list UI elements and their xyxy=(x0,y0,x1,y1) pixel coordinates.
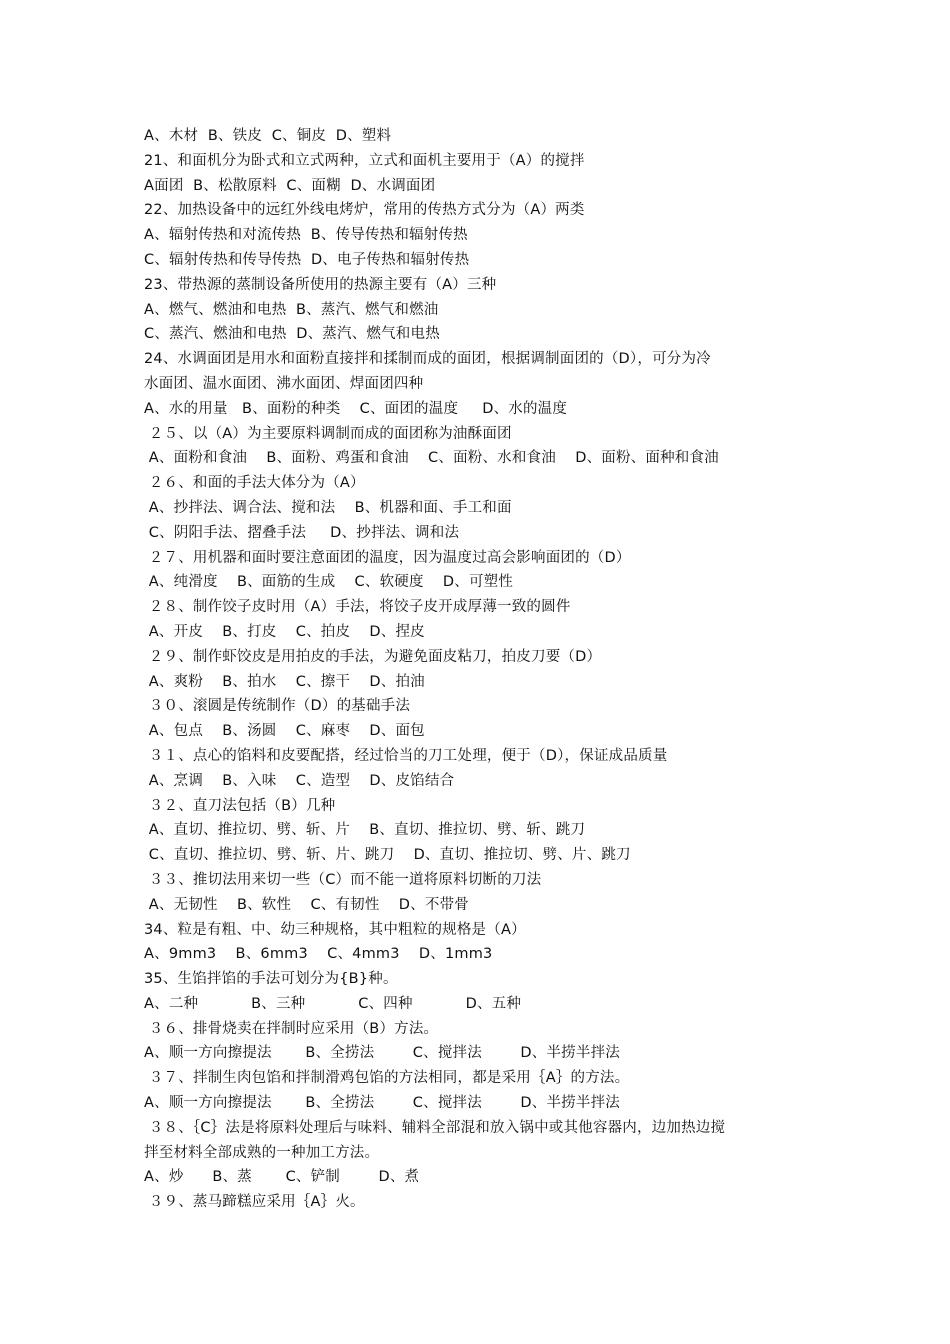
options-37: A、顺一方向擦提法 B、全捞法 C、搅拌法 D、半捞半拌法 xyxy=(144,1095,620,1112)
question-25: ２５、以（A）为主要原料调制而成的面团称为油酥面团 xyxy=(144,425,512,442)
options-23-ab: A、燃气、燃油和电热 B、蒸汽、燃气和燃油 xyxy=(144,301,439,318)
question-27: ２７、用机器和面时要注意面团的温度，因为温度过高会影响面团的（D） xyxy=(144,549,631,566)
question-34: 34、粒是有粗、中、幼三种规格，其中粗粒的规格是（A） xyxy=(144,921,526,938)
question-37: ３７、拌制生肉包馅和拌制滑鸡包馅的方法相同，都是采用｛A｝的方法。 xyxy=(144,1070,630,1087)
options-32-ab: A、直切、推拉切、劈、斩、片 B、直切、推拉切、劈、斩、跳刀 xyxy=(144,822,586,839)
options-21: A面团 B、松散原料 C、面糊 D、水调面团 xyxy=(144,177,436,194)
options-28: A、开皮 B、打皮 C、拍皮 D、捏皮 xyxy=(144,623,425,640)
question-26: ２６、和面的手法大体分为（A） xyxy=(144,475,365,492)
question-30: ３０、滚圆是传统制作（D）的基础手法 xyxy=(144,698,411,715)
text-line: A、木材 B、铁皮 C、铜皮 D、塑料 xyxy=(144,128,392,144)
options-26-cd: C、阴阳手法、摺叠手法 D、抄拌法、调和法 xyxy=(144,524,460,541)
options-32-cd: C、直切、推拉切、劈、斩、片、跳刀 D、直切、推拉切、劈、片、跳刀 xyxy=(144,847,631,864)
options-35: A、二种 B、三种 C、四种 D、五种 xyxy=(144,995,522,1012)
question-22: 22、加热设备中的远红外线电烤炉，常用的传热方式分为（A）两类 xyxy=(144,202,585,219)
question-33: ３３、推切法用来切一些（C）而不能一道将原料切断的刀法 xyxy=(144,871,542,888)
options-38: A、炒 B、蒸 C、铲制 D、煮 xyxy=(144,1169,420,1186)
options-31: A、烹调 B、入味 C、造型 D、皮馅结合 xyxy=(144,772,455,789)
options-27: A、纯滑度 B、面筋的生成 C、软硬度 D、可塑性 xyxy=(144,574,514,591)
options-22-cd: C、辐射传热和传导传热 D、电子传热和辐射传热 xyxy=(144,251,470,268)
options-23-cd: C、蒸汽、燃油和电热 D、蒸汽、燃气和电热 xyxy=(144,326,440,343)
question-24-cont: 水面团、温水面团、沸水面团、焊面团四种 xyxy=(144,375,424,392)
question-21: 21、和面机分为卧式和立式两种，立式和面机主要用于（A）的搅拌 xyxy=(144,152,585,169)
options-26-ab: A、抄拌法、调合法、搅和法 B、机器和面、手工和面 xyxy=(144,499,512,516)
question-36: ３６、排骨烧卖在拌制时应采用（B）方法。 xyxy=(144,1020,439,1037)
options-22-ab: A、辐射传热和对流传热 B、传导传热和辐射传热 xyxy=(144,227,468,244)
question-24: 24、水调面团是用水和面粉直接拌和揉制而成的面团，根据调制面团的（D），可分为冷 xyxy=(144,351,711,368)
question-38: ３８、｛C｝法是将原料处理后与味料、辅料全部混和放入锅中或其他容器内，边加热边搅 xyxy=(144,1119,726,1136)
question-32: ３２、直刀法包括（B）几种 xyxy=(144,797,336,814)
question-35: 35、生馅拌馅的手法可划分为{B}种。 xyxy=(144,971,398,988)
question-31: ３１、点心的馅料和皮要配搭，经过恰当的刀工处理，便于（D），保证成品质量 xyxy=(144,747,668,764)
question-23: 23、带热源的蒸制设备所使用的热源主要有（A）三种 xyxy=(144,276,497,293)
document-body xyxy=(144,124,814,1215)
question-38-cont: 拌至材料全部成熟的一种加工方法。 xyxy=(144,1144,380,1161)
options-24: A、水的用量 B、面粉的种类 C、面团的温度 D、水的温度 xyxy=(144,400,568,417)
options-34: A、9mm3 B、6mm3 C、4mm3 D、1mm3 xyxy=(144,946,493,963)
options-30: A、包点 B、汤圆 C、麻枣 D、面包 xyxy=(144,723,425,740)
options-33: A、无韧性 B、软性 C、有韧性 D、不带骨 xyxy=(144,896,469,913)
options-36: A、顺一方向擦提法 B、全捞法 C、搅拌法 D、半捞半拌法 xyxy=(144,1045,620,1062)
options-29: A、爽粉 B、拍水 C、擦干 D、拍油 xyxy=(144,673,425,690)
question-39: ３９、蒸马蹄糕应采用｛A｝火。 xyxy=(144,1194,365,1211)
options-25: A、面粉和食油 B、面粉、鸡蛋和食油 C、面粉、水和食油 D、面粉、面种和食油 xyxy=(144,450,719,467)
question-29: ２９、制作虾饺皮是用拍皮的手法，为避免面皮粘刀，拍皮刀要（D） xyxy=(144,648,602,665)
question-28: ２８、制作饺子皮时用（A）手法，将饺子皮开成厚薄一致的圆件 xyxy=(144,599,571,616)
